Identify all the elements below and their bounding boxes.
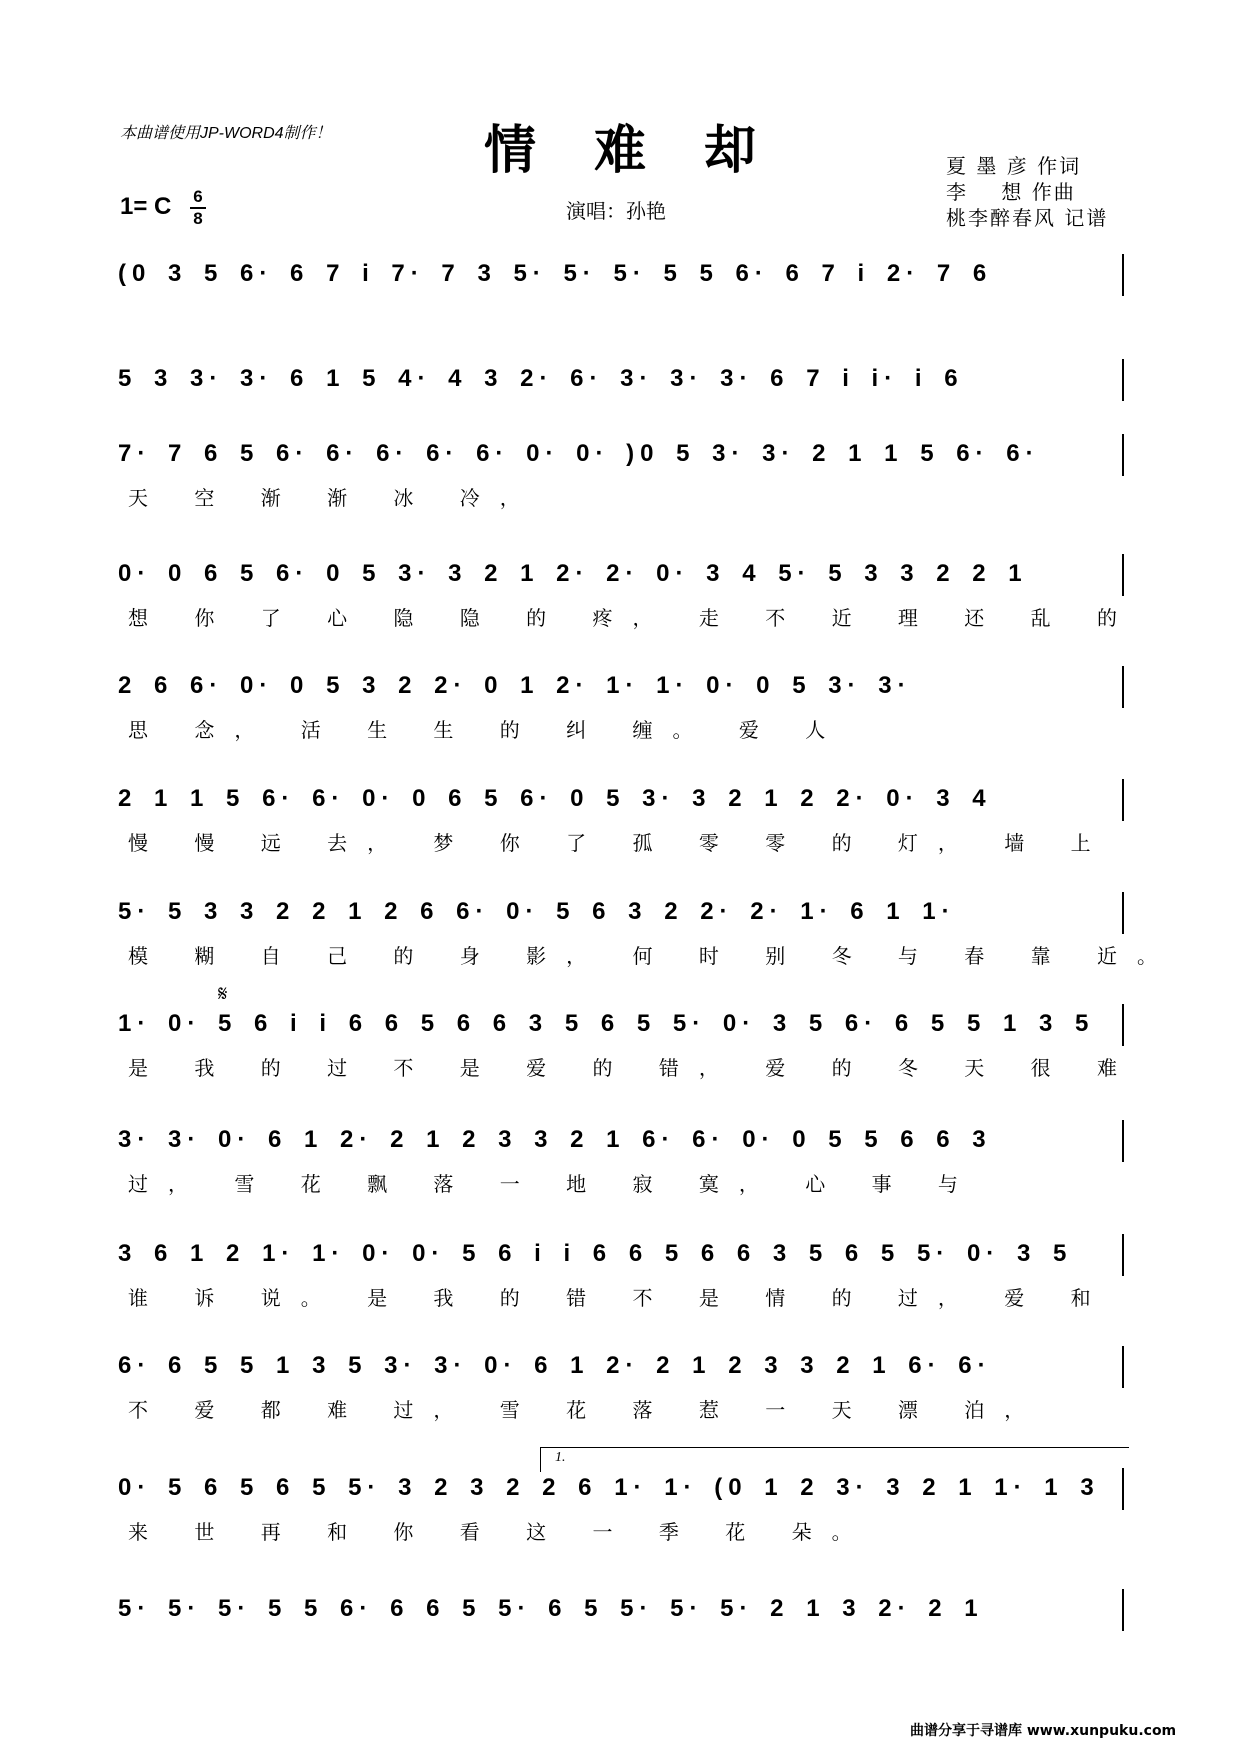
key-signature: 1= C xyxy=(120,193,172,220)
footer-source: 曲谱分享于寻谱库 www.xunpuku.com xyxy=(910,1723,1177,1739)
time-signature-top: 6 xyxy=(193,187,203,206)
lyric-row: 是 我 的 过 不 是 爱 的 错， 爱 的 冬 天 很 难 xyxy=(128,1056,1138,1080)
transcriber: 桃李醉春风 记谱 xyxy=(946,206,1109,230)
software-note: 本曲谱使用JP-WORD4制作！ xyxy=(120,125,332,142)
lyric-row: 模 糊 自 己 的 身 影， 何 时 别 冬 与 春 靠 近。 xyxy=(128,944,1178,968)
bar-lines xyxy=(118,1342,1128,1392)
bar-lines xyxy=(118,1000,1128,1050)
bar-lines xyxy=(118,430,1128,480)
lyric-row: 谁 诉 说。 是 我 的 错 不 是 情 的 过， 爱 和 xyxy=(128,1286,1111,1310)
bar-lines xyxy=(118,1585,1128,1635)
notation-row: 7· 7 6 5 6· 6· 6· 6· 6· 0· 0· )0 5 3· 3· 2 1 1 5 6· 6· xyxy=(118,440,1040,467)
notation-row: 2 6 6· 0· 0 5 3 2 2· 0 1 2· 1· 1· 0· 0 5 3· 3· xyxy=(118,672,912,699)
composer: 李 想 作曲 xyxy=(946,180,1076,204)
lyric-row: 不 爱 都 难 过， 雪 花 落 惹 一 天 漂 泊， xyxy=(128,1398,1045,1422)
notation-row: 0· 0 6 5 6· 0 5 3· 3 2 1 2· 2· 0· 3 4 5· 5 3 3 2 2 1 xyxy=(118,560,1028,587)
notation-row: (0 3 5 6· 6 7 i 7· 7 3 5· 5· 5· 5 5 6· 6 7 i 2· 7 6 xyxy=(118,260,993,287)
notation-row: 6· 6 5 5 1 3 5 3· 3· 0· 6 1 2· 2 1 2 3 3 2 1 6· 6· xyxy=(118,1352,992,1379)
time-signature xyxy=(190,188,206,228)
notation-row: 5· 5· 5· 5 5 6· 6 6 5 5· 6 5 5· 5· 5· 2 1 3 2· 2 1 xyxy=(118,1595,984,1622)
notation-row: 0· 5 6 5 6 5 5· 3 2 3 2 2 6 1· 1· (0 1 2 3· 3 2 1 1· 1 3 xyxy=(118,1474,1100,1501)
lyric-row: 天 空 渐 渐 冰 冷， xyxy=(128,486,540,510)
lyric-row: 想 你 了 心 隐 隐 的 疼， 走 不 近 理 还 乱 的 xyxy=(128,606,1138,630)
lyric-row: 思 念， 活 生 生 的 纠 缠。 爱 人 xyxy=(128,718,846,742)
bar-lines xyxy=(118,775,1128,825)
volta-bracket xyxy=(540,1447,1129,1472)
bar-lines xyxy=(118,355,1128,405)
lyric-row: 来 世 再 和 你 看 这 一 季 花 朵。 xyxy=(128,1520,872,1544)
bar-lines xyxy=(118,888,1128,938)
notation-row: 1· 0· 5 6 i i 6 6 5 6 6 3 5 6 5 5· 0· 3 5 6· 6 5 5 1 3 5 xyxy=(118,1010,1095,1037)
lyricist: 夏 墨 彦 作词 xyxy=(946,154,1082,178)
time-signature-bottom: 8 xyxy=(193,209,203,228)
segno-sign: 𝄋 xyxy=(218,982,228,1007)
bar-lines xyxy=(118,1116,1128,1166)
page-title: 情难却 xyxy=(483,120,814,181)
bar-lines xyxy=(118,1230,1128,1280)
credits xyxy=(946,153,1108,231)
notation-row: 5· 5 3 3 2 2 1 2 6 6· 0· 5 6 3 2 2· 2· 1· 6 1 1· xyxy=(118,898,956,925)
lyric-row: 过， 雪 花 飘 落 一 地 寂 寞， 心 事 与 xyxy=(128,1172,978,1196)
singer: 演唱：孙艳 xyxy=(566,199,666,223)
bar-lines xyxy=(118,250,1128,300)
notation-row: 5 3 3· 3· 6 1 5 4· 4 3 2· 6· 3· 3· 3· 6 7 i i· i 6 xyxy=(118,365,964,392)
notation-row: 2 1 1 5 6· 6· 0· 0 6 5 6· 0 5 3· 3 2 1 2 2· 0· 3 4 xyxy=(118,785,992,812)
bar-lines xyxy=(118,550,1128,600)
lyric-row: 慢 慢 远 去， 梦 你 了 孤 零 零 的 灯， 墙 上 xyxy=(128,831,1111,855)
notation-row: 3· 3· 0· 6 1 2· 2 1 2 3 3 2 1 6· 6· 0· 0 5 5 6 6 3 xyxy=(118,1126,992,1153)
volta-label: 1. xyxy=(555,1450,566,1465)
notation-row: 3 6 1 2 1· 1· 0· 0· 5 6 i i 6 6 5 6 6 3 5 6 5 5· 0· 3 5 xyxy=(118,1240,1073,1267)
bar-lines xyxy=(118,662,1128,712)
